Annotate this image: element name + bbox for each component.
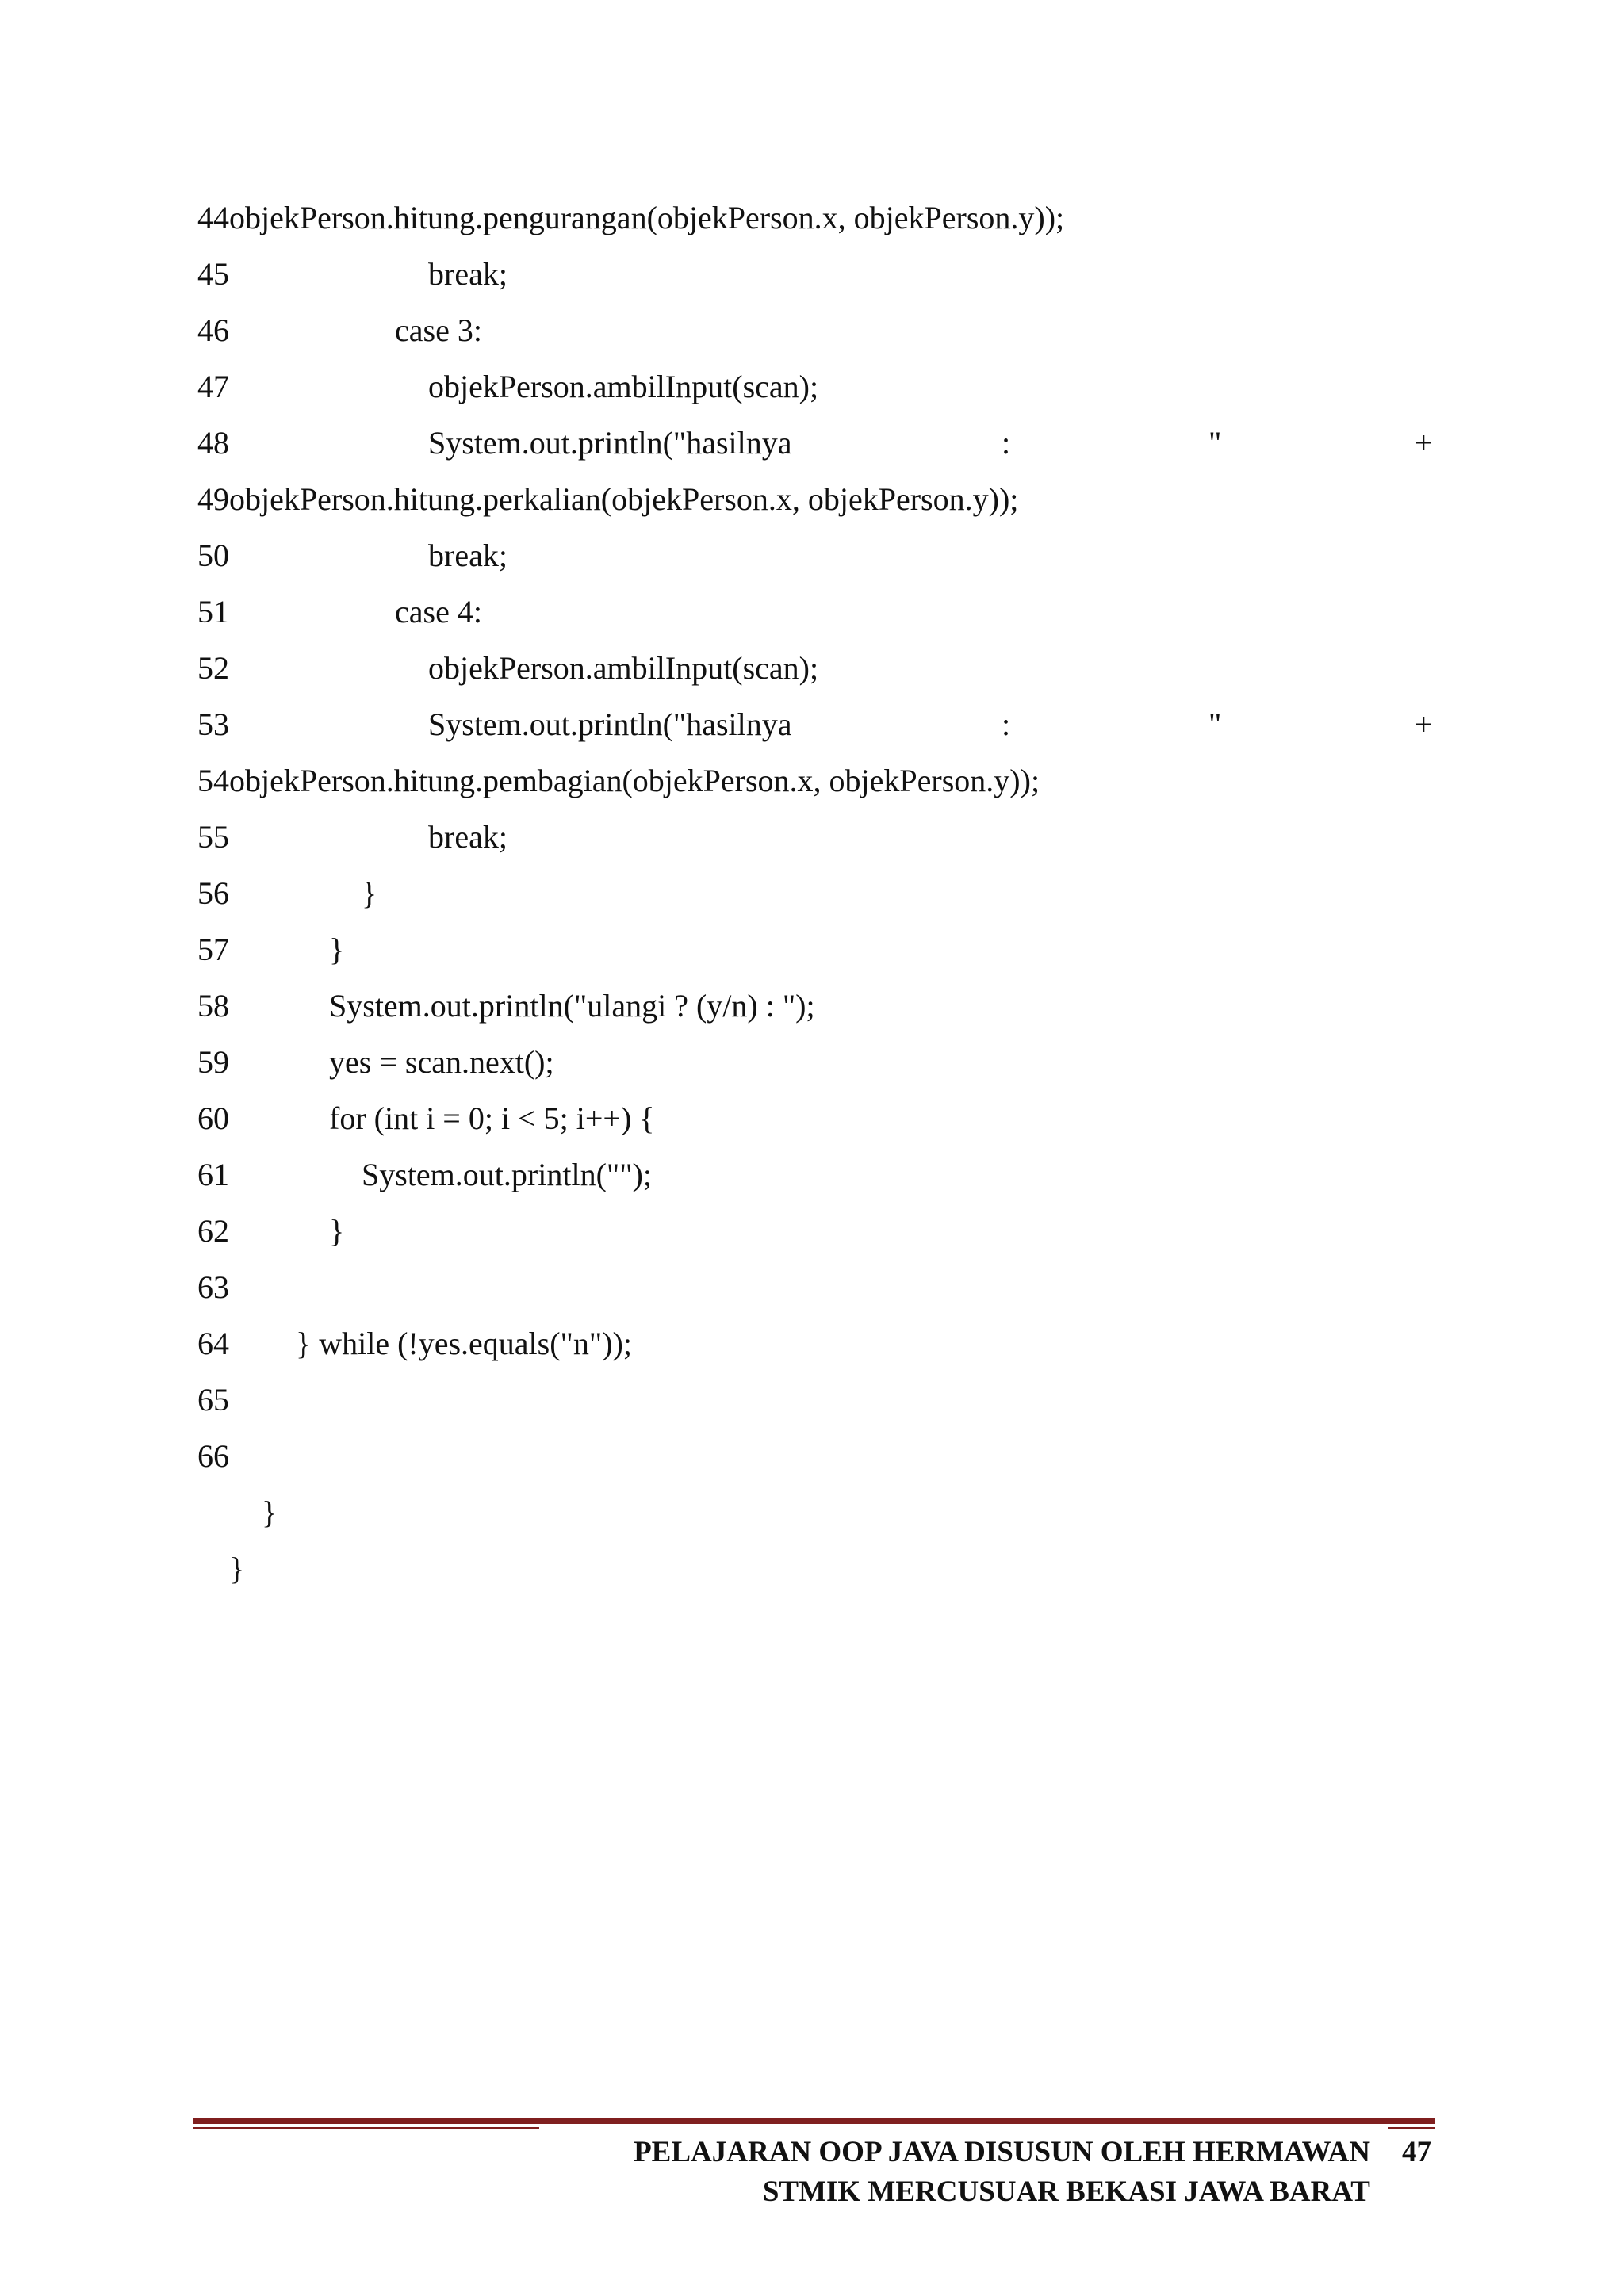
code-text: break; [428, 819, 508, 855]
code-line-57 [197, 924, 1434, 976]
code-text: } [362, 875, 377, 911]
line-number: 52 [197, 650, 229, 686]
line-number: 55 [197, 819, 229, 855]
code-text: System.out.println("hasilnya [428, 706, 792, 742]
code-text: objekPerson.ambilInput(scan); [428, 369, 819, 404]
line-number: 63 [197, 1269, 229, 1305]
code-text: break; [428, 538, 508, 573]
line-number: 47 [197, 369, 229, 404]
code-line-50 [197, 530, 1434, 582]
code-text: 49objekPerson.hitung.perkalian(objekPerson.x, objekPerson.y)); [197, 481, 1019, 517]
code-line-55 [197, 811, 1434, 863]
line-number: 65 [197, 1382, 229, 1418]
code-line-66 [197, 1430, 1434, 1483]
code-text: 54objekPerson.hitung.pembagian(objekPerson.x, objekPerson.y)); [197, 763, 1040, 798]
code-line-53 [197, 698, 1434, 751]
line-number: 66 [197, 1438, 229, 1474]
line-number: 61 [197, 1157, 229, 1192]
line-number: 57 [197, 932, 229, 967]
line-number: 62 [197, 1213, 229, 1249]
code-text: case 4: [395, 594, 482, 629]
line-number: 45 [197, 256, 229, 292]
code-line-58 [197, 980, 1434, 1032]
line-number: 50 [197, 538, 229, 573]
code-text: System.out.println("ulangi ? (y/n) : "); [329, 988, 815, 1024]
code-text: System.out.println(""); [362, 1157, 652, 1192]
code-line-65 [197, 1374, 1434, 1426]
code-line-64 [197, 1318, 1434, 1370]
code-line-60 [197, 1093, 1434, 1145]
code-line-54 [197, 755, 1434, 807]
line-number: 58 [197, 988, 229, 1024]
code-text: } [229, 1551, 245, 1586]
closing-brace-line [197, 1543, 1434, 1595]
code-text: 44objekPerson.hitung.pengurangan(objekPerson.x, objekPerson.y)); [197, 200, 1065, 235]
code-text: break; [428, 256, 508, 292]
footer-institution: STMIK MERCUSUAR BEKASI JAWA BARAT [762, 2175, 1370, 2208]
code-line-49 [197, 473, 1434, 526]
code-text: } while (!yes.equals("n")); [296, 1326, 632, 1361]
code-line-46 [197, 304, 1434, 357]
code-line-44 [197, 192, 1434, 244]
code-line-52 [197, 642, 1434, 695]
code-text: case 3: [395, 312, 482, 348]
code-line-51 [197, 586, 1434, 638]
line-number: 56 [197, 875, 229, 911]
line-number: 46 [197, 312, 229, 348]
page-number: 47 [1402, 2136, 1431, 2168]
line-number: 53 [197, 706, 229, 742]
code-line-61 [197, 1149, 1434, 1201]
quote-separator: " [1208, 706, 1222, 742]
code-text: System.out.println("hasilnya [428, 425, 792, 461]
colon-separator: : [1002, 425, 1011, 461]
line-number: 59 [197, 1044, 229, 1080]
code-line-56 [197, 867, 1434, 920]
code-text: for (int i = 0; i < 5; i++) { [329, 1100, 655, 1136]
code-line-47 [197, 361, 1434, 413]
plus-operator: + [1415, 425, 1433, 461]
quote-separator: " [1208, 425, 1222, 461]
code-line-63 [197, 1261, 1434, 1314]
plus-operator: + [1415, 706, 1433, 742]
line-number: 64 [197, 1326, 229, 1361]
footer-divider-thin [193, 2127, 539, 2129]
code-line-62 [197, 1205, 1434, 1257]
footer-divider [193, 2118, 1435, 2124]
line-number: 48 [197, 425, 229, 461]
code-text: } [329, 932, 345, 967]
colon-separator: : [1002, 706, 1011, 742]
code-text: objekPerson.ambilInput(scan); [428, 650, 819, 686]
code-text: yes = scan.next(); [329, 1044, 554, 1080]
closing-brace-line [197, 1487, 1434, 1539]
code-text: } [262, 1494, 278, 1530]
line-number: 60 [197, 1100, 229, 1136]
code-line-48 [197, 417, 1434, 469]
code-text: } [329, 1213, 345, 1249]
code-line-45 [197, 248, 1434, 300]
footer-title: PELAJARAN OOP JAVA DISUSUN OLEH HERMAWAN [634, 2136, 1370, 2168]
line-number: 51 [197, 594, 229, 629]
footer-divider-thin [1388, 2127, 1435, 2129]
code-line-59 [197, 1036, 1434, 1089]
